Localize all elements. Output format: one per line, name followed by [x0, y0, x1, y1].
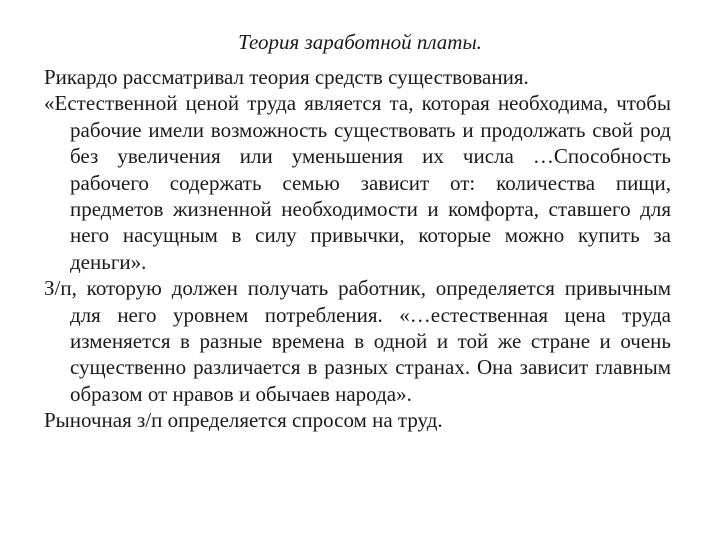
slide-title: Теория заработной платы.: [238, 30, 482, 54]
paragraph-wage-consumption-level: З/п, которую должен получать работник, определяется привычным для него уровнем потребления. «…естественная цена труда изменяется в разные времена в одной и той же стране и очень существенно различается в разных странах. Она зависит главным образом от нравов и обычаев народа».: [44, 276, 671, 406]
paragraph-market-wage: Рыночная з/п определяется спросом на труд.: [44, 408, 443, 433]
paragraph-natural-price-quote: «Естественной ценой труда является та, которая необходима, чтобы рабочие имели возможность существовать и продолжать свой род без увеличения или уменьшения их числа …Способность рабочего содержать семью зависит от: количества пищи, предметов жизненной необходимости и комфорта, ставшего для него насущным в силу привычки, которые можно купить за деньги».: [44, 91, 671, 274]
paragraph-ricardo-theory: Рикардо рассматривал теория средств существования.: [44, 65, 529, 89]
slide-body: [44, 64, 671, 434]
